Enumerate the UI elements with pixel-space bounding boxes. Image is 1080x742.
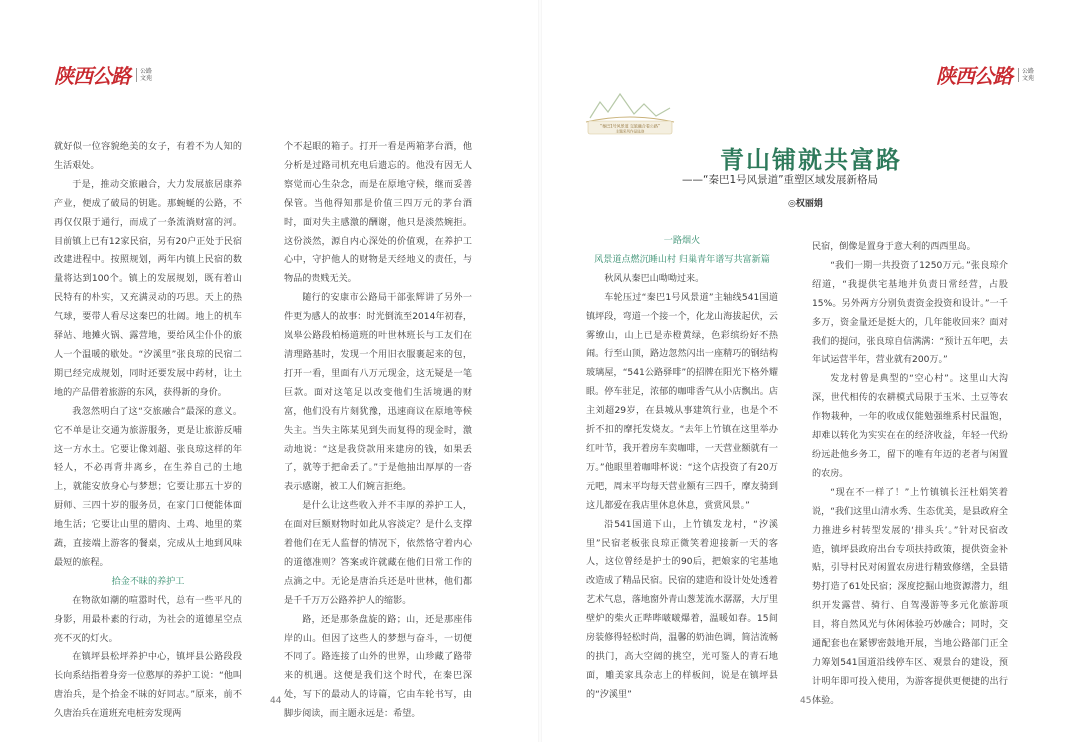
body-paragraph: 民宿，倒像是置身于意大利的西西里岛。 [812, 242, 976, 252]
left-column-2 [284, 138, 472, 724]
section-subheading: 风景道点燃沉睡山村 归巢青年谱写共富新篇 [594, 254, 770, 265]
body-paragraph: 我忽然明白了这“交旅融合”最深的意义。它不单是让交通为旅游服务，更是让旅游反哺这一方水土。它要让像刘超、张良琼这样的年轻人，不必再背井离乡，在生养自己的土地上，就能安放身心与梦想；它要让那五十岁的厨师、三四十岁的服务员，在家门口便能体面地生活；它要让山里的腊肉、土鸡、地里的菜蔬，直接端上游客的餐桌，完成从土地到风味最短的旅程。 [54, 406, 242, 568]
logo-text: 陕西公路 [936, 64, 1012, 88]
body-paragraph: 在镇坪县松坪养护中心，镇坪县公路段段长向系结指着身旁一位憨厚的养护工说：“他叫唐治兵，是个拾金不昧的好同志。”原来，前不久唐治兵在道班充电桩旁发现两 [54, 652, 242, 720]
article-subtitle: ——“秦巴1号风景道”重塑区域发展新格局 [682, 174, 879, 186]
body-paragraph: “现在不一样了！”上竹镇镇长汪杜娟笑着说，“我们这里山清水秀、生态优美，是县政府全力推进乡村转型发展的‘排头兵’。”针对民宿改造，镇坪县政府出台专项扶持政策，提供资金补贴，引导村民对闲置农房进行精致修缮，全县错势打造了61处民宿；深度挖掘山地资源潜力，组织开发露营、骑行、自驾漫游等多元化旅游项目，将自然风光与休闲体验巧妙融合；同时，交通配套也在紧锣密鼓地开展，当地公路部门正全力筹划541国道沿线停车区、观景台的建设，预计明年即可投入使用，为游客提供更便捷的出行体验。 [812, 487, 1008, 706]
body-paragraph: 在物欲如潮的喧嚣时代，总有一些平凡的身影，用最朴素的行动，为社会的道德星空点亮不灭的灯火。 [54, 595, 242, 644]
section-subheading: 一路烟火 [663, 236, 701, 246]
body-paragraph: 路，还是那条盘旋的路；山，还是那座伟岸的山。但因了这些人的梦想与奋斗，一切便不同了。路连接了山外的世界，山珍藏了路带来的机遇。这便是我们这个时代，在秦巴深处，写下的最动人的诗篇，它由车轮书写，由脚步阅读，而主题永远是：希望。 [284, 614, 472, 720]
body-paragraph: 随行的安康市公路局干部张辉讲了另外一件更为感人的故事：时光倒流至2014年初春，岚皋公路段柏杨道班的叶世林班长与工友们在清理路基时，发现一个用旧衣服裹起来的包，打开一看，里面有八万元现金，这无疑是一笔巨款。面对这笔足以改变他们生活境遇的财富，他们没有片刻犹豫，迅速商议在原地等候失主。当失主陈某见到失而复得的现金时，激动地说：“这是我贷款用来建房的钱，如果丢了，就等于把命丢了。”于是他抽出厚厚的一沓表示感谢，被工人们婉言拒绝。 [284, 293, 472, 493]
brand-logo [936, 60, 1034, 89]
right-column-1 [586, 232, 778, 705]
article-author: ◎权丽娟 [788, 199, 823, 209]
right-column-2 [812, 238, 1008, 711]
section-subheading: 拾金不昧的养护工 [111, 576, 185, 587]
logo-sub-line1: 公路 [140, 67, 153, 75]
body-paragraph: 发龙村曾是典型的“空心村”。这里山大沟深，世代相传的农耕模式局限于玉米、土豆等农作物栽种，一年的收成仅能勉强维系村民温饱，却难以转化为实实在在的经济收益，年轻一代纷纷远赴他乡务工，留下的唯有年迈的老者与闲置的农房。 [812, 374, 1008, 479]
body-paragraph: 个不起眼的箱子。打开一看是两箱茅台酒，他分析是过路司机充电后遗忘的。他没有因无人察觉而心生杂念，而是在原地守候，继而妥善保管。当他得知那是价值三四万元的茅台酒时，面对失主感激的酬谢，他只是淡然婉拒。这份淡然，源自内心深处的价值观，在养护工心中，守护他人的财物是天经地义的责任，与物品的贵贱无关。 [284, 142, 472, 285]
body-paragraph: 沿541国道下山，上竹镇发龙村，“汐溪里”民宿老板张良琼正微笑着迎接新一天的客人，这位曾经是护士的90后，把娘家的宅基地改造成了精品民宿。民宿的建造和设计处处透着艺术气息，落地窗外青山葱茏流水潺潺，大厅里壁炉的柴火正哔哔啵啵爆着，温暖如春。15间房装修得轻松时尚，温馨的奶油色调，简洁流畅的拱门，高大空阔的挑空，光可鉴人的青石地面，雕美家具杂志上的样板间，说是在镇坪县的“汐溪里” [586, 519, 778, 700]
logo-sub-line1: 公路 [1022, 67, 1035, 75]
article-title: 青山铺就共富路 [720, 145, 902, 174]
body-paragraph: “我们一期一共投资了1250万元。”张良琼介绍道，“我提供宅基地并负责日常经营，占股15%。另外两方分别负责资金投资和设计。”一千多万，资金量还是挺大的，几年能收回来？面对我们的提问，张良琼自信满满：“预计五年吧，去年试运营半年，营业就有200万。” [812, 260, 1008, 366]
body-paragraph: 于是，推动交旅融合，大力发展旅居康养产业，便成了破局的钥匙。那蜿蜒的公路，不再仅仅限于通行，而成了一条流淌财富的河。目前镇上已有12家民宿，另有20户正处于民宿改建进程中。按照规划，两年内镇上民宿的数量将达到100个。镇上的发展规划，既有着山民特有的朴实，又充满灵动的巧思。天上的热气球，要带人看尽这秦巴的壮阔。地上的机车驿站、地摊火锅、露营地，要给风尘仆仆的旅人一个温暖的歇处。“汐溪里”张良琼的民宿二期已经完成规划，同时还要发展中药材，让土地的产品借着旅游的东风，获得新的身价。 [54, 179, 242, 398]
body-paragraph: 秋风从秦巴山呦呦过来。 [604, 273, 705, 284]
body-paragraph: 就好似一位容貌绝美的女子，有着不为人知的生活艰处。 [54, 142, 242, 171]
body-paragraph: 车轮压过“秦巴1号风景道”主轴线541国道镇坪段，弯道一个接一个，化龙山海拔起伏，云雾缭山，山上已是赤橙黄绿，色彩缤纷好不热闹。行至山顶，路边忽然闪出一座精巧的钢结构玻璃屋，“541公路驿啡”的招牌在阳光下格外耀眼。停车驻足，浓郁的咖啡香气从小店飘出。店主刘超29岁，在县城从事建筑行业，也是个不折不扣的摩托发烧友。“去年上竹镇在这里举办红叶节，我开着房车卖咖啡，一天营业额就有一万。”他眼里着咖啡杯说：“这个店投资了有20万元吧，周末平均每天营业额有三四千，摩友骑到这儿都爱在我店里休息休息，赏赏风景。” [586, 292, 778, 511]
brand-logo [54, 60, 152, 89]
page-number-left: 44 [270, 696, 282, 706]
body-paragraph: 是什么让这些收入并不丰厚的养护工人，在面对巨额财物时如此从容淡定？是什么支撑着他们在无人监督的情况下，依然恪守着内心的道德准则？答案或许就藏在他们日常工作的点滴之中。无论是唐治兵还是叶世林，他们都是千千万万公路养护人的缩影。 [284, 501, 472, 606]
logo-sub-line2: 文苑 [1022, 74, 1035, 82]
left-column-1 [54, 138, 242, 724]
series-badge-emblem [582, 88, 678, 136]
page-number-right: 45 [800, 696, 812, 706]
right-page [540, 0, 1080, 742]
logo-subtitle [136, 68, 152, 82]
logo-sub-line2: 文苑 [140, 74, 153, 82]
logo-text: 陕西公路 [54, 64, 130, 88]
logo-subtitle [1018, 68, 1034, 82]
badge-line2: 主题采风作品选登 [615, 129, 645, 134]
badge-line1: “秦巴1号风景道 交旅融合看公路” [600, 123, 660, 129]
